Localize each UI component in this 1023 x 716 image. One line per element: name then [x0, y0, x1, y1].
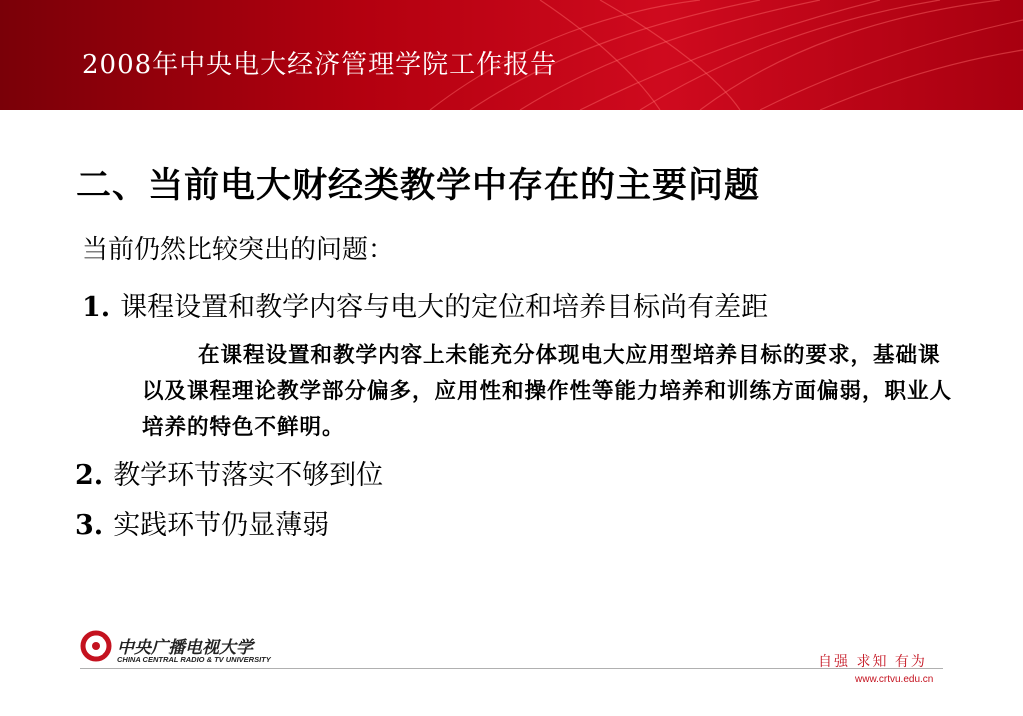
list-item-1 [82, 285, 768, 324]
item-text: 实践环节仍显薄弱 [113, 510, 330, 541]
item-1-description: 在课程设置和教学内容上未能充分体现电大应用型培养目标的要求，基础课以及课程理论教学部分偏多，应用性和操作性等能力培养和训练方面偏弱，职业人培养的特色不鲜明。 [142, 343, 953, 440]
header-banner [0, 0, 1023, 110]
item-number: 1. [82, 292, 111, 323]
report-title: 2008年中央电大经济管理学院工作报告 [82, 50, 558, 80]
section-title: 二、当前电大财经类教学中存在的主要问题 [76, 166, 761, 206]
intro-text: 当前仍然比较突出的问题： [82, 235, 395, 265]
item-number: 2. [75, 460, 104, 491]
university-name-en: CHINA CENTRAL RADIO & TV UNIVERSITY [117, 655, 271, 664]
item-text: 教学环节落实不够到位 [113, 460, 384, 491]
university-motto: 自强 求知 有为 [818, 654, 927, 670]
item-number: 3. [75, 510, 104, 541]
university-name-cn: 中央广播电视大学 [117, 638, 253, 658]
university-logo-icon [80, 630, 112, 662]
footer-divider [80, 668, 943, 669]
list-item-3 [75, 503, 329, 542]
website-url: www.crtvu.edu.cn [855, 674, 934, 685]
item-text: 课程设置和教学内容与电大的定位和培养目标尚有差距 [120, 292, 769, 323]
list-item-2 [75, 453, 383, 492]
